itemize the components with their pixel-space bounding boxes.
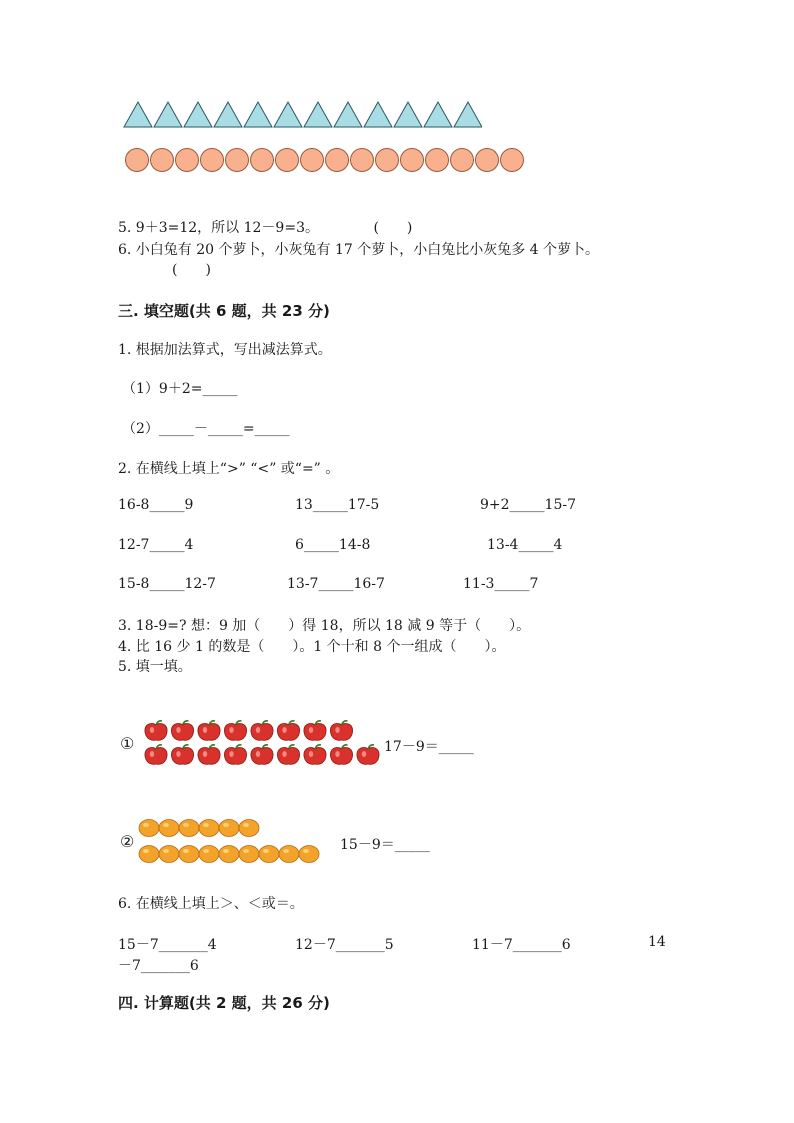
orange-icon	[239, 846, 259, 863]
circle-shape	[426, 149, 449, 172]
triangle-shape	[304, 102, 332, 127]
circle-shape	[401, 149, 424, 172]
orange-icon	[219, 846, 239, 863]
s3-q2-item: 16-8_____9	[118, 497, 194, 513]
triangle-shape	[274, 102, 302, 127]
s3-q2-item: 15-8_____12-7	[118, 576, 216, 592]
orange-icon	[159, 846, 179, 863]
triangle-shape	[184, 102, 212, 127]
judge-q5	[118, 217, 412, 237]
s3-q6-item: 14	[648, 934, 666, 950]
oranges-illustration	[138, 818, 328, 866]
s3-q6: 6. 在横线上填上＞、＜或＝。	[118, 896, 304, 912]
circle-shape	[126, 149, 149, 172]
orange-icon	[299, 846, 319, 863]
s3-q3: 3. 18-9=? 想：9 加（ ）得 18，所以 18 减 9 等于（ ）。	[118, 618, 531, 634]
s3-q2-item: 9+2_____15-7	[480, 497, 576, 513]
s3-q2-item: 13_____17-5	[295, 497, 380, 513]
s3-q2-item: 12-7_____4	[118, 537, 194, 553]
s3-q6-wrap: －7_______6	[118, 958, 199, 974]
s3-q1b: （2）_____－_____=_____	[122, 421, 290, 437]
s3-q2-item: 6_____14-8	[295, 537, 371, 553]
orange-icon	[259, 846, 279, 863]
s3-q4: 4. 比 16 少 1 的数是（ ）。1 个十和 8 个一组成（ ）。	[118, 639, 506, 655]
judge-q6-paren: ( )	[172, 262, 211, 278]
s3-q6-item: 12－7_______5	[295, 937, 394, 953]
apple-icon	[277, 721, 299, 740]
apple-icon	[304, 745, 326, 764]
s3-q1: 1. 根据加法算式，写出减法算式。	[118, 342, 332, 358]
orange-icon	[139, 820, 159, 837]
apple-icon	[198, 721, 220, 740]
apple-icon	[277, 745, 299, 764]
orange-icon	[239, 820, 259, 837]
circle-shape	[226, 149, 249, 172]
orange-icon	[219, 820, 239, 837]
s3-q5-item2-label: ②	[120, 832, 135, 851]
circle-shape	[201, 149, 224, 172]
triangle-shape	[334, 102, 362, 127]
triangle-shape	[154, 102, 182, 127]
s3-q6-item: 15－7_______4	[118, 937, 217, 953]
section3-title: 三. 填空题(共 6 题，共 23 分)	[118, 302, 330, 320]
apple-icon	[198, 745, 220, 764]
apple-icon	[224, 721, 246, 740]
circle-shape	[176, 149, 199, 172]
s3-q2-item: 11-3_____7	[463, 576, 539, 592]
apple-icon	[251, 721, 273, 740]
triangle-shape	[244, 102, 272, 127]
circle-row	[124, 145, 529, 175]
orange-icon	[199, 820, 219, 837]
apple-icon	[224, 745, 246, 764]
s3-q5-item1-label: ①	[120, 734, 135, 753]
triangle-shape	[394, 102, 422, 127]
apple-icon	[171, 745, 193, 764]
orange-icon	[199, 846, 219, 863]
orange-icon	[139, 846, 159, 863]
triangle-shape	[214, 102, 242, 127]
apple-icon	[357, 745, 379, 764]
s3-q2-item: 13-4_____4	[487, 537, 563, 553]
circle-shape	[151, 149, 174, 172]
circle-shape	[301, 149, 324, 172]
circle-shape	[276, 149, 299, 172]
orange-icon	[179, 846, 199, 863]
orange-icon	[159, 820, 179, 837]
s3-q5-item2-expr: 15－9＝_____	[340, 837, 430, 853]
apple-icon	[330, 721, 352, 740]
judge-q5-text: 5. 9＋3=12，所以 12－9=3。	[118, 220, 319, 236]
circle-shape	[351, 149, 374, 172]
s3-q1a: （1）9＋2=_____	[122, 381, 238, 397]
s3-q2: 2. 在横线上填上“>” “<” 或“=” 。	[118, 461, 340, 477]
s3-q2-item: 13-7_____16-7	[287, 576, 385, 592]
orange-icon	[179, 820, 199, 837]
triangle-shape	[124, 102, 152, 127]
apple-icon	[304, 721, 326, 740]
triangle-shape	[424, 102, 452, 127]
apples-illustration	[143, 718, 388, 770]
apple-icon	[145, 721, 167, 740]
circle-shape	[376, 149, 399, 172]
apple-icon	[330, 745, 352, 764]
circle-shape	[326, 149, 349, 172]
s3-q5-item1-expr: 17－9＝_____	[384, 739, 474, 755]
s3-q6-item: 11－7_______6	[472, 937, 571, 953]
apple-icon	[251, 745, 273, 764]
circle-shape	[451, 149, 474, 172]
judge-q5-paren: ( )	[373, 220, 413, 236]
triangle-shape	[454, 102, 482, 127]
triangle-shape	[364, 102, 392, 127]
circle-shape	[251, 149, 274, 172]
apple-icon	[171, 721, 193, 740]
circle-shape	[476, 149, 499, 172]
section4-title: 四. 计算题(共 2 题，共 26 分)	[118, 994, 330, 1012]
s3-q5: 5. 填一填。	[118, 659, 192, 675]
judge-q6-text: 6. 小白兔有 20 个萝卜，小灰兔有 17 个萝卜，小白兔比小灰兔多 4 个萝卜。	[118, 242, 600, 258]
triangle-row	[122, 100, 482, 130]
apple-icon	[145, 745, 167, 764]
circle-shape	[501, 149, 524, 172]
orange-icon	[279, 846, 299, 863]
